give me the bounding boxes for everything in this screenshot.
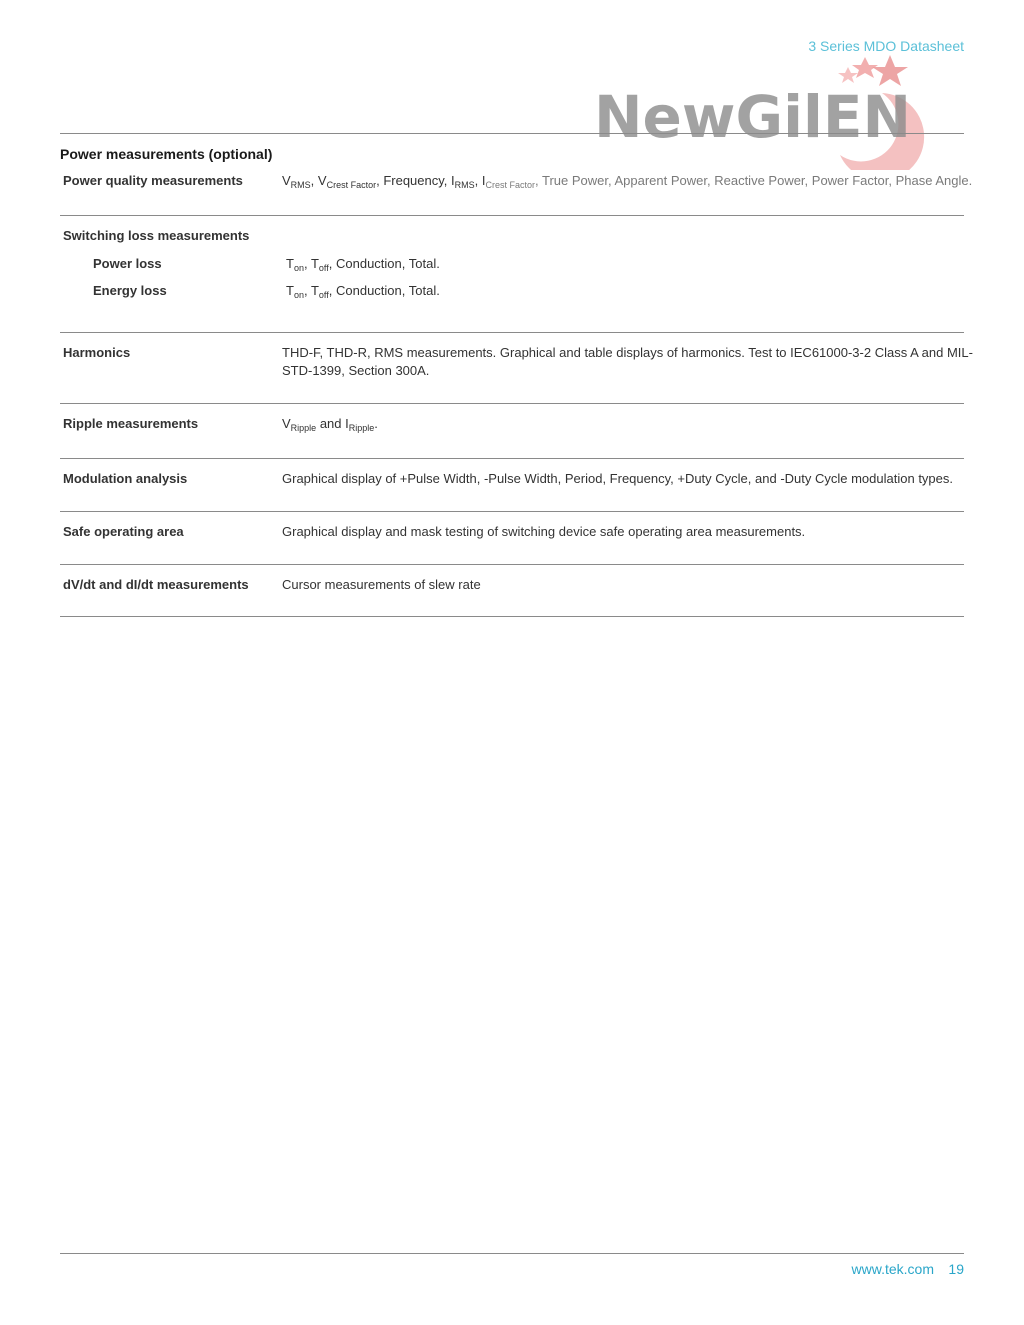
row-divider (60, 511, 964, 512)
row-divider (60, 564, 964, 565)
dvdt-value: Cursor measurements of slew rate (282, 577, 481, 592)
harmonics-value (282, 344, 973, 380)
energy-loss-value: $T_{on}$, $T_{off}$, Conduction, Total. (286, 283, 440, 300)
energy-loss-label: Energy loss (93, 283, 167, 298)
power-quality-value: $V_{RMS}$, $V_{Crest Factor}$, Frequency, $I_{RMS}$, $I_{Crest Factor}$, True Power, Apparent Power, Reactive Power, Power Factor, Phase Angle. (282, 173, 973, 190)
harmonics-label: Harmonics (63, 345, 131, 360)
harmonics-line-2: STD-1399, Section 300A. (282, 363, 430, 378)
row-divider (60, 616, 964, 617)
watermark-logo (590, 55, 940, 170)
modulation-label: Modulation analysis (63, 471, 188, 486)
power-quality-label: Power quality measurements (63, 173, 243, 188)
modulation-value: Graphical display of +Pulse Width, -Pulse Width, Period, Frequency, +Duty Cycle, and -Duty Cycle modulation types. (282, 471, 953, 486)
footer-divider (60, 1253, 964, 1254)
harmonics-line-1: THD-F, THD-R, RMS measurements. Graphical and table displays of harmonics. Test to IEC61000-3-2 Class A and MIL- (282, 345, 973, 360)
dvdt-label: dV/dt and dI/dt measurements (63, 577, 249, 592)
row-divider (60, 403, 964, 404)
ripple-value: $V_{Ripple}$ and $I_{Ripple}$. (282, 416, 378, 433)
row-divider (60, 215, 964, 216)
top-divider (60, 133, 964, 134)
power-loss-value: $T_{on}$, $T_{off}$, Conduction, Total. (286, 256, 440, 273)
row-divider (60, 332, 964, 333)
svg-text:NewGilEN: NewGilEN (594, 83, 911, 151)
safe-area-value: Graphical display and mask testing of switching device safe operating area measurements. (282, 524, 806, 539)
footer-website-link[interactable]: www.tek.com (851, 1261, 934, 1277)
row-divider (60, 458, 964, 459)
page-number: 19 (948, 1261, 964, 1277)
power-loss-label: Power loss (93, 256, 162, 271)
section-title: Power measurements (optional) (60, 146, 273, 162)
ripple-label: Ripple measurements (63, 416, 199, 431)
safe-area-label: Safe operating area (63, 524, 184, 539)
document-header-title: 3 Series MDO Datasheet (808, 38, 964, 54)
switching-loss-label: Switching loss measurements (63, 228, 250, 243)
